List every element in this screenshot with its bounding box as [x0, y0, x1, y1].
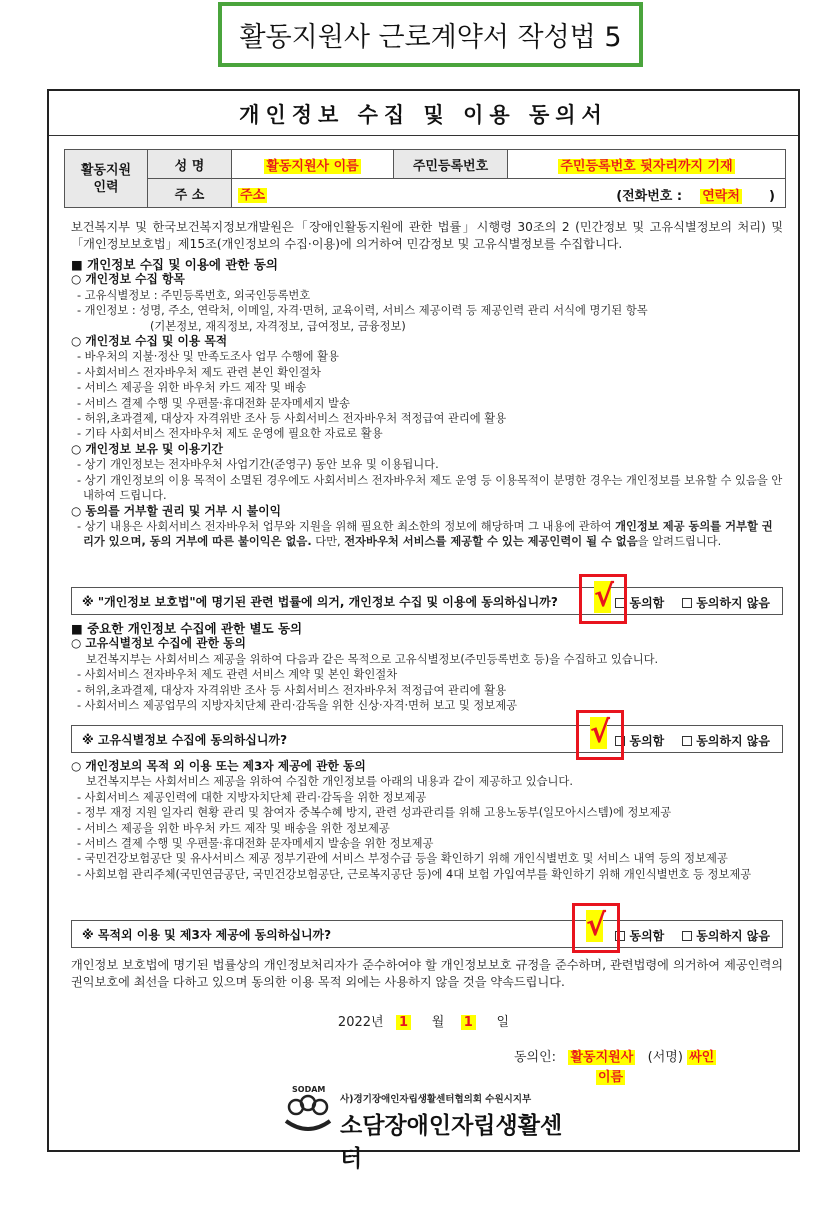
retention-line: - 상기 개인정보의 이용 목적이 소멸된 경우에도 사회서비스 전자바우처 제도 운영 등 이용목적이 분명한 경우는 개인정보를 보유할 수 있음을 안내하여 드립니다. — [77, 473, 783, 503]
section2-title: ■ 중요한 개인정보 수집에 관한 별도 동의 — [71, 621, 303, 636]
items-title: ○ 개인정보 수집 항목 — [71, 272, 185, 287]
name-value: 활동지원사 이름 — [266, 158, 359, 174]
agree-label: 동의함 — [629, 929, 665, 943]
section1-body — [71, 219, 783, 550]
date-month: 1 — [396, 1015, 411, 1030]
section1-title: ■ 개인정보 수집 및 이용에 관한 동의 — [71, 257, 278, 272]
refusal-bold: 개인정보 제공 동의를 거부할 권리가 있으며, 동의 거부에 따른 불이익은 없음. — [83, 519, 773, 549]
refusal-title: ○ 동의를 거부할 권리 및 거부 시 불이익 — [71, 503, 281, 518]
refusal-part: 다만, — [311, 535, 345, 549]
applicant-info-table — [64, 149, 786, 208]
items-line: - 고유식별정보 : 주민등록번호, 외국인등록번호 — [77, 288, 311, 302]
consent-options-general — [615, 594, 770, 611]
consent-box-third-party — [71, 920, 783, 948]
name-label: 성 명 — [148, 150, 232, 179]
address-label: 주 소 — [148, 179, 232, 208]
consent-options-third-party — [615, 927, 770, 944]
date-line — [49, 1011, 798, 1030]
logo-center-name: 소담장애인자립생활센터 — [340, 1112, 563, 1172]
purpose-line: - 서비스 제공을 위한 바우처 카드 제작 및 배송 — [77, 381, 307, 395]
date-day: 1 — [461, 1015, 476, 1030]
rrn-label: 주민등록번호 — [394, 150, 508, 179]
signer-sign-label: (서명) — [647, 1050, 683, 1065]
closing-paragraph: 개인정보 보호법에 명기된 법률상의 개인정보처리자가 준수하여야 할 개인정보보호 규정을 준수하며, 관련법령에 의거하여 제공인력의 권익보호에 최선을 다하고 있으며 동의한 이용 목적 외에는 사용하지 않을 것을 약속드립니다. — [71, 958, 783, 989]
third-title: ○ 개인정보의 목적 외 이용 또는 제3자 제공에 관한 동의 — [71, 759, 366, 773]
logo-organization: 사)경기장애인자립생활센터협의회 수원시지부 — [340, 1094, 532, 1105]
disagree-label: 동의하지 않음 — [696, 929, 770, 943]
name-cell — [232, 150, 394, 179]
date-year: 2022년 — [337, 1015, 384, 1030]
consent-box-uid — [71, 725, 783, 753]
date-month-label: 월 — [431, 1015, 445, 1030]
consent-question-general: ※ "개인정보 보호법"에 명기된 관련 법률에 의거, 개인정보 수집 및 이용에 동의하십니까? — [82, 594, 558, 609]
refusal-part: 을 알려드립니다. — [637, 535, 722, 549]
date-day-label: 일 — [496, 1015, 510, 1030]
disagree-option[interactable] — [682, 732, 770, 749]
signer-line — [514, 1046, 716, 1065]
signer-signature: 싸인 — [689, 1050, 715, 1065]
uid-line: - 사회서비스 전자바우처 제도 관련 서비스 계약 및 본인 확인절차 — [77, 668, 398, 682]
document-title: 개인정보 수집 및 이용 동의서 — [239, 103, 608, 127]
disagree-checkbox[interactable] — [682, 598, 692, 608]
agree-option[interactable] — [615, 927, 664, 944]
consent-options-uid — [615, 732, 770, 749]
disagree-checkbox[interactable] — [682, 736, 692, 746]
retention-title: ○ 개인정보 보유 및 이용기간 — [71, 441, 224, 456]
title-divider — [49, 135, 798, 136]
refusal-text — [71, 519, 783, 550]
purpose-line: - 서비스 결제 수행 및 우편물·휴대전화 문자메세지 발송 — [77, 396, 350, 410]
phone-value: 연락처 — [702, 189, 740, 204]
phone-group — [616, 185, 775, 204]
check-mark-icon: √ — [586, 908, 607, 943]
purpose-line: - 기타 사회서비스 전자바우처 제도 운영에 필요한 자료로 활용 — [77, 427, 383, 441]
disagree-option[interactable] — [682, 594, 770, 611]
consent-document — [47, 89, 800, 1172]
uid-intro: 보건복지부는 사회서비스 제공을 위하여 다음과 같은 목적으로 고유식별정보(주민등록번호 등)을 수집하고 있습니다. — [86, 652, 659, 666]
disagree-label: 동의하지 않음 — [696, 596, 770, 610]
organization-logo — [282, 1085, 572, 1172]
page-header-title: 활동지원사 근로계약서 작성법 5 — [218, 2, 643, 67]
uid-line: - 허위,초과결제, 대상자 자격위반 조사 등 사회서비스 전자바우처 적정급여 관리에 활용 — [77, 683, 507, 697]
rrn-value: 주민등록번호 뒷자리까지 기재 — [560, 158, 733, 174]
closing-body — [71, 957, 783, 991]
disagree-checkbox[interactable] — [682, 931, 692, 941]
applicant-group-label: 활동지원 인력 — [65, 150, 148, 208]
purpose-title: ○ 개인정보 수집 및 이용 목적 — [71, 334, 228, 349]
address-cell — [232, 179, 786, 208]
uid-line: - 사회서비스 제공업무의 지방자치단체 관리·감독을 위한 신상·자격·면허 보고 및 정보제공 — [77, 699, 518, 713]
third-line: - 서비스 제공을 위한 바우처 카드 제작 및 배송을 위한 정보제공 — [77, 821, 390, 835]
signer-name-2: 이름 — [598, 1070, 624, 1085]
disagree-option[interactable] — [682, 927, 770, 944]
third-line: - 정부 재정 지원 일자리 현황 관리 및 참여자 중복수혜 방지, 관련 성과관리를 위해 고용노동부(일모아시스템)에 정보제공 — [77, 806, 672, 820]
third-line: - 국민건강보험공단 및 유사서비스 제공 정부기관에 서비스 부정수급 등을 확인하기 위해 개인식별번호 및 서비스 내역 등의 정보제공 — [77, 852, 728, 866]
intro-paragraph: 보건복지부 및 한국보건복지정보개발원은「장애인활동지원에 관한 법률」시행령 30조의 2 (민간정보 및 고유식별정보의 처리) 및「개인정보보호법」제15조(개인정보의 수집·이용)에 의거하여 민감정보 및 고유식별정보를 수집합니다. — [71, 220, 783, 251]
agree-label: 동의함 — [629, 596, 665, 610]
phone-close: ) — [769, 189, 775, 204]
refusal-bold: 전자바우처 서비스를 제공할 수 있는 제공인력이 될 수 없음 — [344, 535, 638, 549]
purpose-line: - 허위,초과결제, 대상자 자격위반 조사 등 사회서비스 전자바우처 적정급여 관리에 활용 — [77, 412, 507, 426]
check-mark-icon: √ — [590, 715, 611, 750]
third-line: - 사회보험 관리주체(국민연금공단, 국민건강보험공단, 근로복지공단 등)에 4대 보험 가입여부를 확인하기 위해 개인식별번호 등 정보제공 — [77, 867, 752, 881]
signer-label: 동의인: — [514, 1050, 557, 1065]
signer-line-2 — [596, 1066, 625, 1085]
retention-line: - 상기 개인정보는 전자바우처 사업기간(준영구) 동안 보유 및 이용됩니다. — [77, 458, 439, 472]
address-value: 주소 — [240, 187, 266, 203]
items-line: - 개인정보 : 성명, 주소, 연락처, 이메일, 자격·면허, 교육이력, 서비스 제공이력 등 제공인력 관리 서식에 명기된 항목 — [77, 304, 648, 318]
consent-question-third-party: ※ 목적외 이용 및 제3자 제공에 동의하십니까? — [82, 927, 332, 942]
logo-brand: SODAM — [292, 1085, 326, 1094]
phone-label: (전화번호 : — [616, 189, 683, 204]
agree-label: 동의함 — [629, 734, 665, 748]
sodam-logo-icon — [282, 1091, 334, 1141]
consent-question-uid: ※ 고유식별정보 수집에 동의하십니까? — [82, 732, 288, 747]
section2-body — [71, 621, 783, 713]
third-line: - 서비스 결제 수행 및 우편물·휴대전화 문자메세지 발송을 위한 정보제공 — [77, 837, 434, 851]
third-line: - 사회서비스 제공인력에 대한 지방자치단체 관리·감독을 위한 정보제공 — [77, 790, 427, 804]
purpose-line: - 바우처의 지불·정산 및 만족도조사 업무 수행에 활용 — [77, 350, 339, 364]
items-line: (기본정보, 재직정보, 자격정보, 급여정보, 금융정보) — [150, 319, 406, 333]
consent-box-general — [71, 587, 783, 615]
purpose-line: - 사회서비스 전자바우처 제도 관련 본인 확인절차 — [77, 365, 321, 379]
rrn-cell — [508, 150, 786, 179]
disagree-label: 동의하지 않음 — [696, 734, 770, 748]
third-intro: 보건복지부는 사회서비스 제공을 위하여 수집한 개인정보를 아래의 내용과 같이 제공하고 있습니다. — [86, 775, 573, 789]
signer-name: 활동지원사 — [570, 1050, 634, 1065]
refusal-part: - 상기 내용은 사회서비스 전자바우처 업무와 지원을 위해 필요한 최소한의 정보에 해당하며 그 내용에 관하여 — [77, 519, 616, 533]
check-mark-icon: √ — [594, 579, 615, 614]
uid-title: ○ 고유식별정보 수집에 관한 동의 — [71, 636, 246, 651]
third-party-body — [71, 759, 783, 882]
